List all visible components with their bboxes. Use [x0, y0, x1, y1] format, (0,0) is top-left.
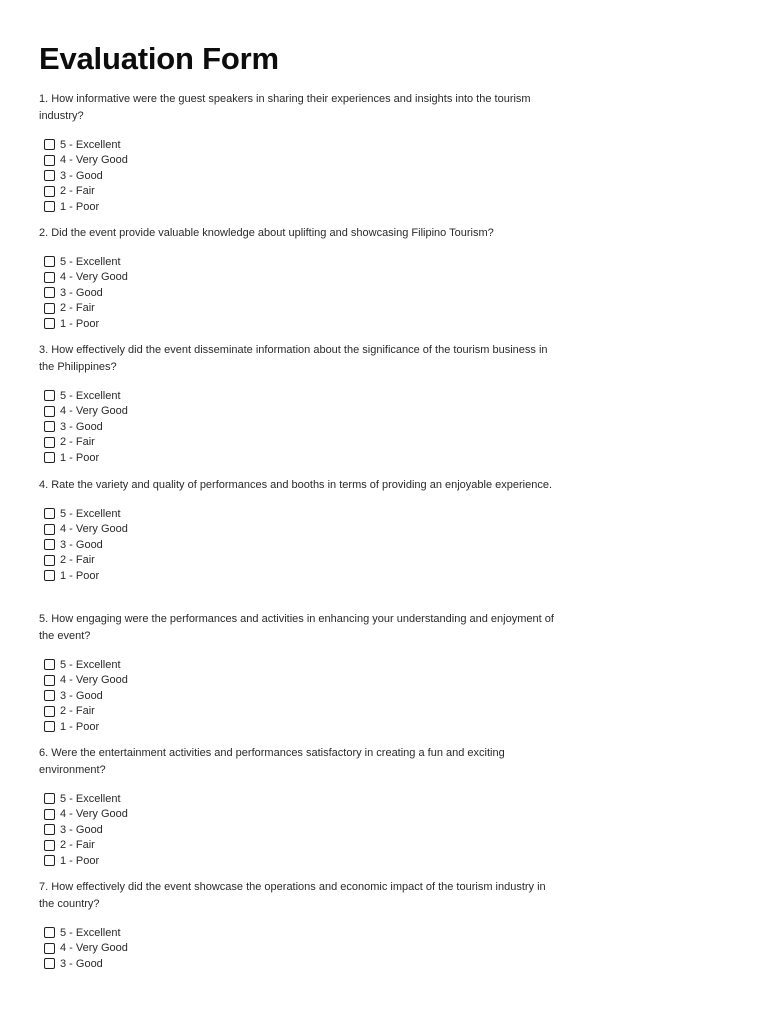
checkbox[interactable] [44, 452, 55, 463]
option-label: 1 - Poor [60, 720, 100, 733]
checkbox[interactable] [44, 139, 55, 150]
option-label: 4 - Very Good [60, 808, 128, 821]
option-label: 3 - Good [60, 823, 103, 836]
rating-option[interactable] [44, 719, 564, 735]
option-label: 1 - Poor [60, 200, 100, 213]
checkbox[interactable] [44, 706, 55, 717]
option-label: 1 - Poor [60, 854, 100, 867]
rating-option[interactable] [44, 285, 564, 301]
rating-option[interactable] [44, 853, 564, 869]
question-text: 5. How engaging were the performances and activities in enhancing your understanding and enjoyment of the event? [39, 613, 554, 642]
checkbox[interactable] [44, 824, 55, 835]
checkbox[interactable] [44, 421, 55, 432]
question-text: 3. How effectively did the event disseminate information about the significance of the tourism business in the Philippines? [39, 344, 548, 373]
checkbox[interactable] [44, 437, 55, 448]
checkbox[interactable] [44, 721, 55, 732]
checkbox[interactable] [44, 272, 55, 283]
rating-option[interactable] [44, 522, 564, 538]
rating-option[interactable] [44, 153, 564, 169]
checkbox[interactable] [44, 809, 55, 820]
option-label: 4 - Very Good [60, 523, 128, 536]
checkbox[interactable] [44, 555, 55, 566]
checkbox[interactable] [44, 390, 55, 401]
checkbox[interactable] [44, 570, 55, 581]
rating-option[interactable] [44, 506, 564, 522]
rating-option[interactable] [44, 404, 564, 420]
question-2 [39, 225, 564, 332]
checkbox[interactable] [44, 287, 55, 298]
checkbox[interactable] [44, 855, 55, 866]
option-label: 1 - Poor [60, 317, 100, 330]
rating-option[interactable] [44, 941, 564, 957]
checkbox[interactable] [44, 675, 55, 686]
option-label: 5 - Excellent [60, 138, 121, 151]
checkbox[interactable] [44, 539, 55, 550]
rating-option[interactable] [44, 199, 564, 215]
rating-options [44, 925, 564, 972]
option-label: 3 - Good [60, 689, 103, 702]
option-label: 1 - Poor [60, 451, 100, 464]
question-5 [39, 611, 564, 735]
rating-options [44, 137, 564, 215]
question-4 [39, 477, 564, 584]
rating-option[interactable] [44, 791, 564, 807]
rating-option[interactable] [44, 435, 564, 451]
rating-option[interactable] [44, 301, 564, 317]
option-label: 4 - Very Good [60, 405, 128, 418]
rating-option[interactable] [44, 168, 564, 184]
checkbox[interactable] [44, 793, 55, 804]
option-label: 2 - Fair [60, 705, 95, 718]
option-label: 4 - Very Good [60, 942, 128, 955]
option-label: 5 - Excellent [60, 658, 121, 671]
rating-option[interactable] [44, 553, 564, 569]
rating-option[interactable] [44, 838, 564, 854]
option-label: 3 - Good [60, 957, 103, 970]
option-label: 3 - Good [60, 420, 103, 433]
rating-option[interactable] [44, 807, 564, 823]
option-label: 4 - Very Good [60, 154, 128, 167]
option-label: 3 - Good [60, 286, 103, 299]
checkbox[interactable] [44, 201, 55, 212]
checkbox[interactable] [44, 508, 55, 519]
question-1 [39, 91, 564, 215]
checkbox[interactable] [44, 186, 55, 197]
checkbox[interactable] [44, 690, 55, 701]
option-label: 3 - Good [60, 169, 103, 182]
question-text: 6. Were the entertainment activities and performances satisfactory in creating a fun and exciting environment? [39, 747, 505, 776]
rating-option[interactable] [44, 316, 564, 332]
rating-option[interactable] [44, 822, 564, 838]
option-label: 4 - Very Good [60, 271, 128, 284]
rating-options [44, 506, 564, 584]
option-label: 5 - Excellent [60, 792, 121, 805]
question-7 [39, 879, 564, 972]
rating-option[interactable] [44, 925, 564, 941]
option-label: 5 - Excellent [60, 389, 121, 402]
option-label: 2 - Fair [60, 554, 95, 567]
rating-option[interactable] [44, 450, 564, 466]
rating-options [44, 254, 564, 332]
option-label: 2 - Fair [60, 185, 95, 198]
question-text: 4. Rate the variety and quality of performances and booths in terms of providing an enjoyable experience. [39, 479, 553, 491]
rating-option[interactable] [44, 956, 564, 972]
checkbox[interactable] [44, 303, 55, 314]
option-label: 2 - Fair [60, 839, 95, 852]
option-label: 3 - Good [60, 538, 103, 551]
checkbox[interactable] [44, 155, 55, 166]
checkbox[interactable] [44, 927, 55, 938]
question-text: 7. How effectively did the event showcase the operations and economic impact of the tourism industry in the country? [39, 881, 546, 910]
rating-option[interactable] [44, 137, 564, 153]
rating-options [44, 657, 564, 735]
form-title: Evaluation Form [39, 41, 279, 76]
question-text: 2. Did the event provide valuable knowledge about uplifting and showcasing Filipino Tourism? [39, 227, 494, 239]
checkbox[interactable] [44, 170, 55, 181]
question-6 [39, 745, 564, 869]
rating-options [44, 791, 564, 869]
checkbox[interactable] [44, 524, 55, 535]
checkbox[interactable] [44, 318, 55, 329]
option-label: 5 - Excellent [60, 507, 121, 520]
rating-option[interactable] [44, 688, 564, 704]
rating-options [44, 388, 564, 466]
checkbox[interactable] [44, 659, 55, 670]
rating-option[interactable] [44, 657, 564, 673]
rating-option[interactable] [44, 270, 564, 286]
rating-option[interactable] [44, 388, 564, 404]
rating-option[interactable] [44, 568, 564, 584]
option-label: 4 - Very Good [60, 674, 128, 687]
option-label: 5 - Excellent [60, 255, 121, 268]
rating-option[interactable] [44, 673, 564, 689]
checkbox[interactable] [44, 406, 55, 417]
checkbox[interactable] [44, 840, 55, 851]
checkbox[interactable] [44, 958, 55, 969]
option-label: 2 - Fair [60, 302, 95, 315]
rating-option[interactable] [44, 254, 564, 270]
rating-option[interactable] [44, 184, 564, 200]
checkbox[interactable] [44, 943, 55, 954]
option-label: 1 - Poor [60, 569, 100, 582]
question-3 [39, 342, 564, 466]
option-label: 2 - Fair [60, 436, 95, 449]
rating-option[interactable] [44, 419, 564, 435]
rating-option[interactable] [44, 537, 564, 553]
checkbox[interactable] [44, 256, 55, 267]
rating-option[interactable] [44, 704, 564, 720]
question-text: 1. How informative were the guest speakers in sharing their experiences and insights into the tourism industry? [39, 93, 531, 122]
option-label: 5 - Excellent [60, 926, 121, 939]
